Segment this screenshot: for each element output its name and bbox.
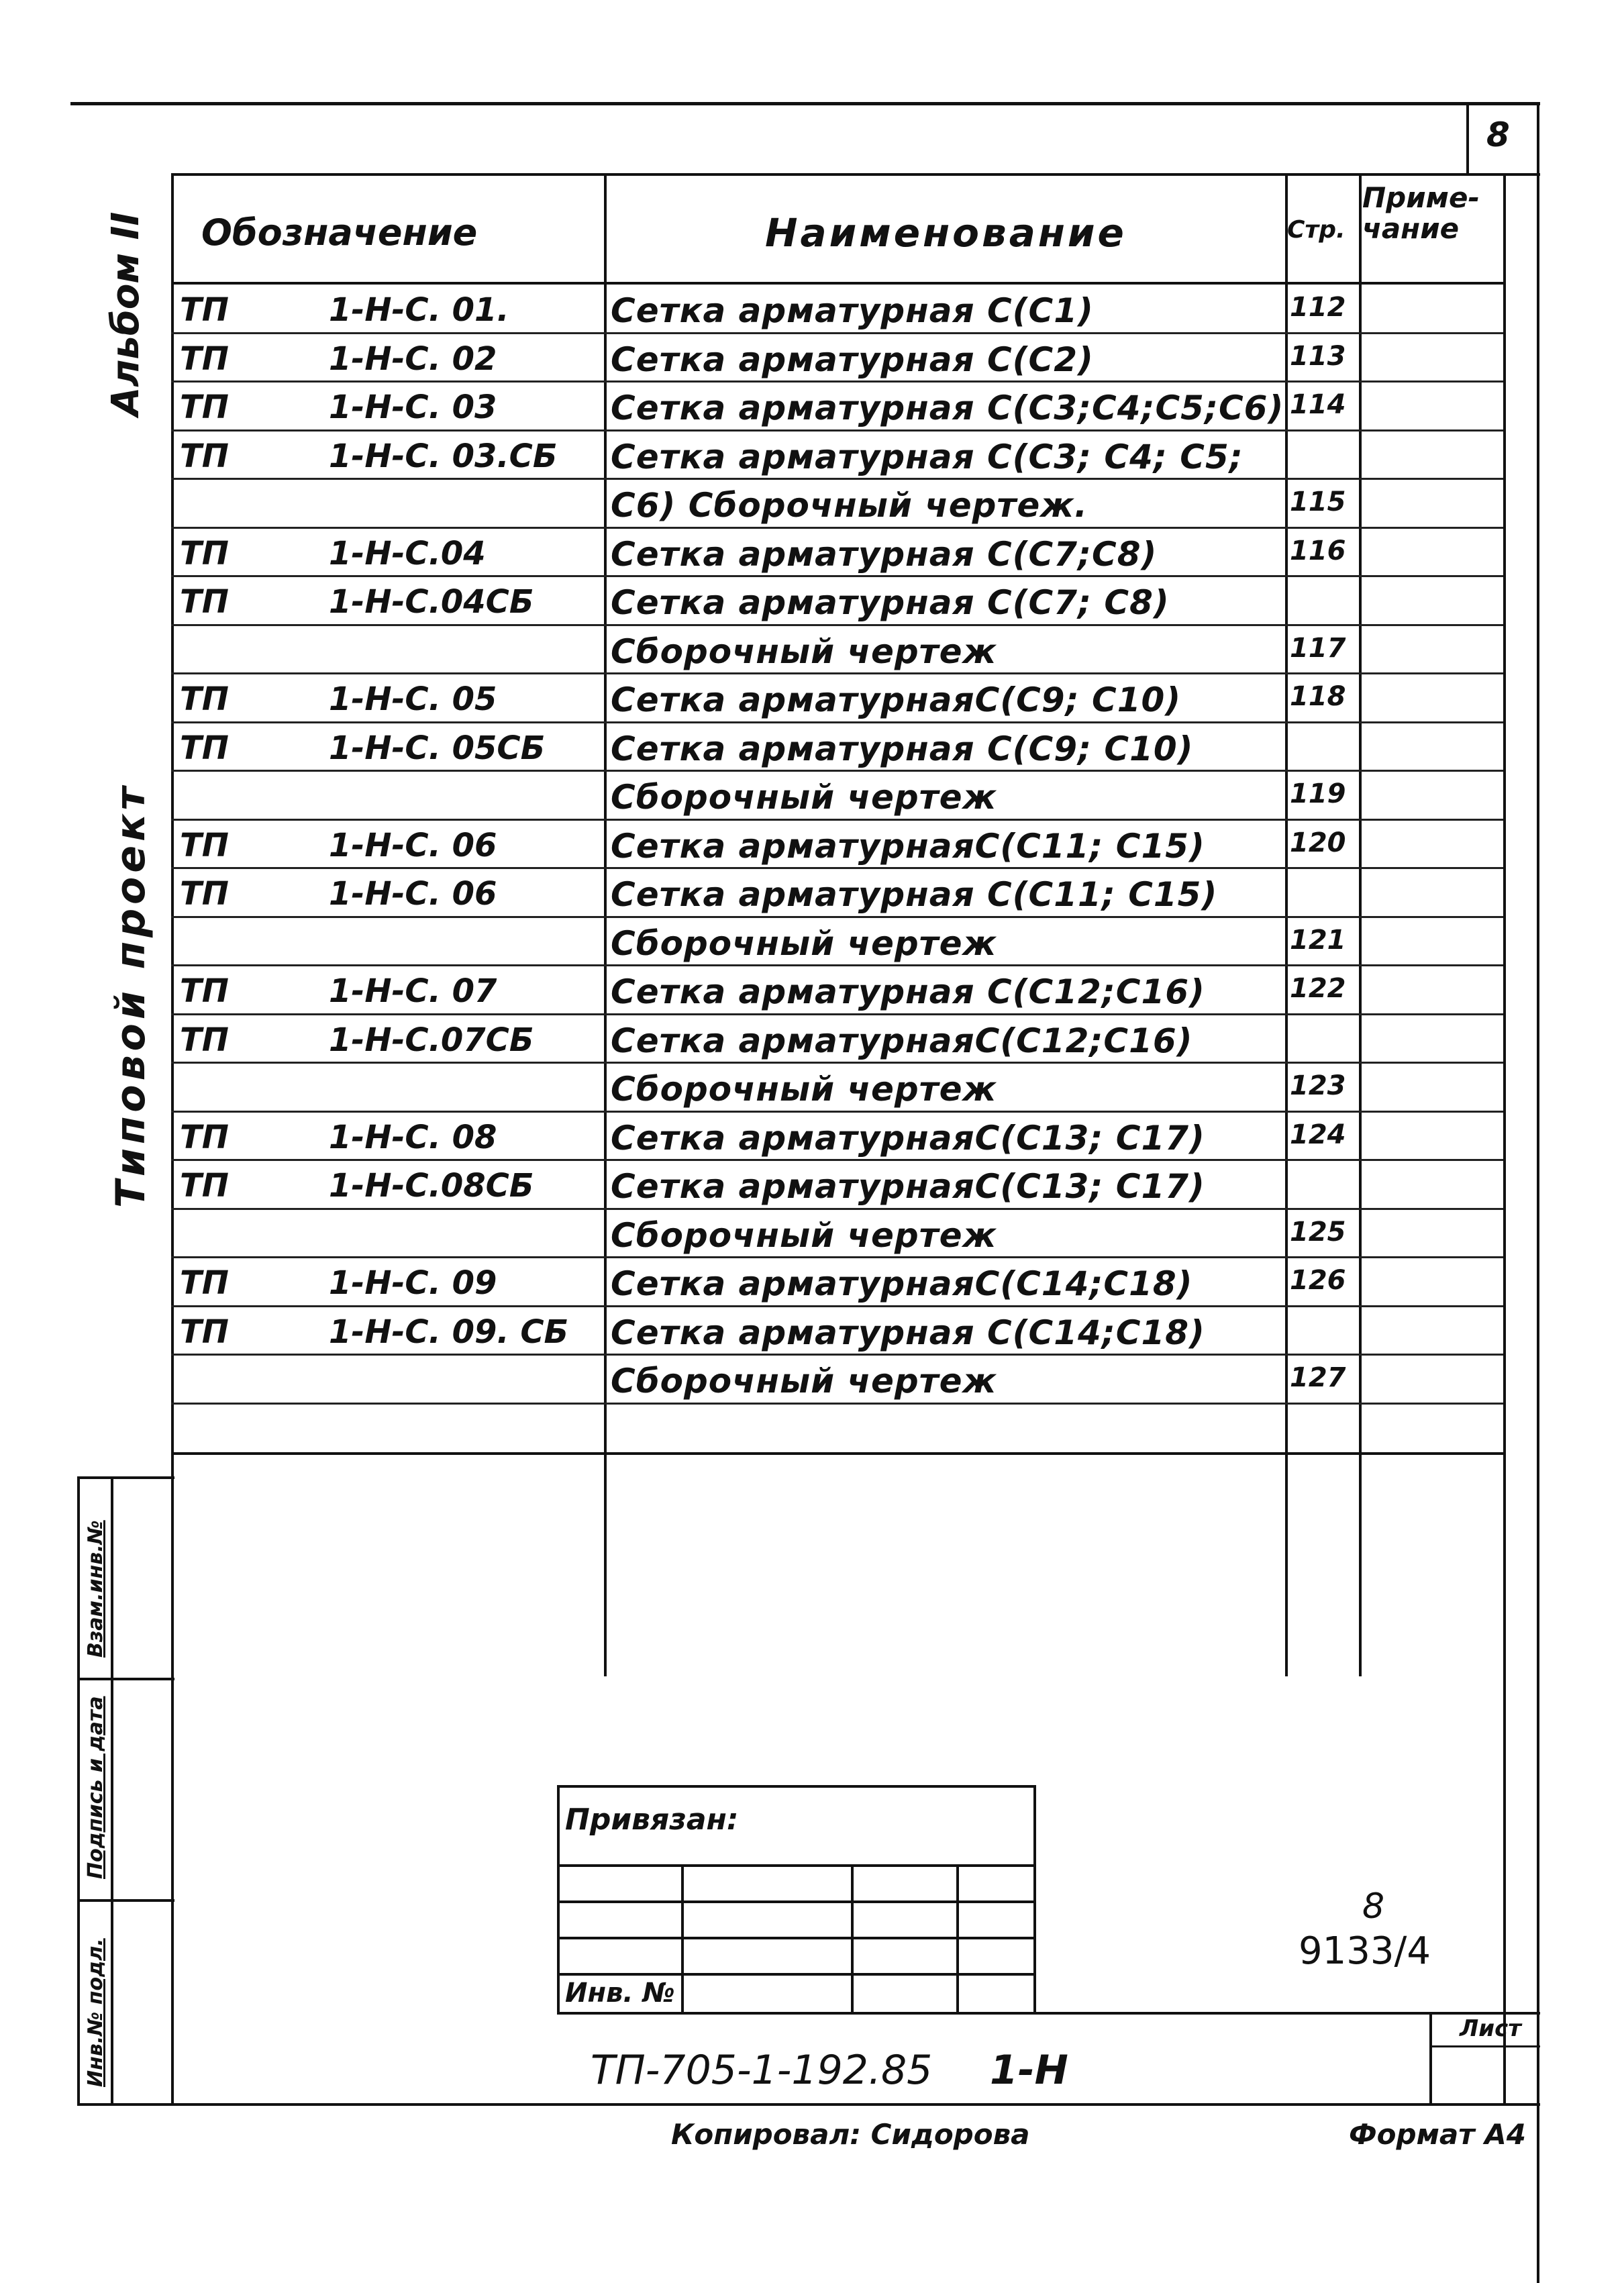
sidebox-sep2 xyxy=(77,1899,174,1902)
list-box-mid xyxy=(1429,2045,1540,2047)
row-name: Сетка арматурнаяС(С13; С17) xyxy=(611,1167,1205,1206)
priv-r3 xyxy=(557,1937,1036,1939)
row-code: 1-Н-С.04СБ xyxy=(329,583,534,621)
page-number-box-left xyxy=(1466,102,1469,176)
row-separator xyxy=(171,527,1503,529)
col-sep-name xyxy=(604,173,607,1676)
row-code: 1-Н-С. 06 xyxy=(329,875,497,913)
drawing-number: 9133/4 xyxy=(1299,1929,1431,1973)
row-separator xyxy=(171,1403,1503,1405)
priv-left xyxy=(557,1785,560,2013)
row-name: Сборочный чертеж xyxy=(611,1070,997,1109)
header-notes: Приме- чание xyxy=(1362,181,1480,246)
side-podpis: Подпись и дата xyxy=(84,1696,107,1879)
row-name: Сетка арматурная С(С14;С18) xyxy=(611,1313,1205,1352)
frame-top xyxy=(171,173,1540,176)
row-separator xyxy=(171,429,1503,432)
frame-left xyxy=(171,173,174,2106)
row-prefix: ТП xyxy=(180,437,229,475)
list-label: Лист xyxy=(1460,2015,1521,2042)
row-prefix: ТП xyxy=(180,1118,229,1156)
row-prefix: ТП xyxy=(180,1264,229,1302)
row-separator xyxy=(171,770,1503,772)
priv-r2 xyxy=(557,1900,1036,1903)
row-prefix: ТП xyxy=(180,875,229,913)
side-inv: Инв.№ подл. xyxy=(84,1938,107,2087)
row-name: Сетка арматурная С(С12;С16) xyxy=(611,972,1205,1011)
row-code: 1-Н-С. 02 xyxy=(329,340,497,378)
side-vzam: Взам.инв.№ xyxy=(84,1520,107,1658)
row-page: 118 xyxy=(1290,681,1346,712)
row-code: 1-Н-С. 01. xyxy=(329,291,509,329)
priv-right xyxy=(1033,1785,1036,2013)
copied-by: Копировал: Сидорова xyxy=(671,2118,1030,2151)
frame-bottom xyxy=(77,2103,1540,2106)
row-page: 117 xyxy=(1290,632,1346,664)
frame-right xyxy=(1503,173,1506,2106)
doc-part: 1-Н xyxy=(990,2047,1068,2094)
row-prefix: ТП xyxy=(180,291,229,329)
row-code: 1-Н-С. 09. СБ xyxy=(329,1313,569,1351)
row-separator xyxy=(171,867,1503,869)
row-separator xyxy=(171,575,1503,577)
row-code: 1-Н-С.08СБ xyxy=(329,1167,534,1205)
sheet-mark: 8 xyxy=(1362,1886,1385,1927)
top-rule xyxy=(70,102,1540,105)
row-name: Сборочный чертеж xyxy=(611,923,997,963)
row-separator xyxy=(171,1354,1503,1356)
row-code: 1-Н-С. 09 xyxy=(329,1264,497,1302)
row-prefix: ТП xyxy=(180,826,229,864)
row-separator xyxy=(171,624,1503,626)
header-page: Стр. xyxy=(1287,216,1346,244)
row-separator xyxy=(171,1062,1503,1064)
row-name: Сетка арматурная С(С2) xyxy=(611,340,1094,379)
row-name: Сетка арматурнаяС(С14;С18) xyxy=(611,1264,1193,1303)
row-page: 113 xyxy=(1290,340,1346,372)
row-name: Сетка арматурнаяС(С12;С16) xyxy=(611,1021,1193,1060)
row-name: Сетка арматурная С(С7;С8) xyxy=(611,534,1158,574)
row-prefix: ТП xyxy=(180,729,229,767)
col-sep-page xyxy=(1285,173,1288,1676)
priv-c2 xyxy=(851,1864,854,2013)
row-separator xyxy=(171,1111,1503,1113)
row-separator xyxy=(171,819,1503,821)
row-code: 1-Н-С. 08 xyxy=(329,1118,497,1156)
row-name: Сетка арматурная С(С1) xyxy=(611,291,1094,330)
row-prefix: ТП xyxy=(180,1021,229,1059)
sidebox-left xyxy=(77,1476,80,2104)
header-bottom xyxy=(171,282,1503,285)
row-code: 1-Н-С.04 xyxy=(329,534,486,572)
row-prefix: ТП xyxy=(180,340,229,378)
row-name: Сборочный чертеж xyxy=(611,631,997,671)
row-separator xyxy=(171,1305,1503,1307)
row-separator xyxy=(171,721,1503,723)
row-page: 122 xyxy=(1290,973,1346,1004)
album-label: Альбом II xyxy=(104,211,148,416)
sidebox-top xyxy=(77,1476,174,1479)
row-code: 1-Н-С. 06 xyxy=(329,826,497,864)
row-prefix: ТП xyxy=(180,534,229,572)
row-code: 1-Н-С. 05СБ xyxy=(329,729,546,767)
row-name: Сетка арматурная С(С11; С15) xyxy=(611,875,1218,914)
priv-c1 xyxy=(681,1864,684,2013)
sidebox-sep1 xyxy=(77,1678,174,1680)
col-sep-notes xyxy=(1359,173,1362,1676)
row-separator xyxy=(171,1256,1503,1258)
row-prefix: ТП xyxy=(180,1167,229,1205)
row-separator xyxy=(171,964,1503,966)
row-prefix: ТП xyxy=(180,680,229,718)
row-separator xyxy=(171,478,1503,480)
title-block-top xyxy=(557,2012,1540,2015)
row-page: 114 xyxy=(1290,389,1346,420)
row-separator xyxy=(171,380,1503,383)
row-code: 1-Н-С. 05 xyxy=(329,680,497,718)
row-name: Сборочный чертеж xyxy=(611,778,997,817)
priv-r4 xyxy=(557,1973,1036,1976)
row-page: 119 xyxy=(1290,778,1346,809)
row-code: 1-Н-С. 03.СБ xyxy=(329,437,558,475)
row-code: 1-Н-С. 07 xyxy=(329,972,497,1010)
page-number-box-right xyxy=(1537,102,1539,2283)
priv-top xyxy=(557,1785,1036,1788)
row-separator xyxy=(171,916,1503,918)
privyazan-label: Привязан: xyxy=(565,1803,739,1837)
row-name: Сетка арматурнаяС(С13; С17) xyxy=(611,1118,1205,1158)
row-prefix: ТП xyxy=(180,1313,229,1351)
row-separator xyxy=(171,1013,1503,1015)
row-name: Сетка арматурная С(С3;С4;С5;С6) xyxy=(611,389,1284,427)
row-page: 116 xyxy=(1290,535,1346,566)
row-page: 125 xyxy=(1290,1216,1346,1248)
row-prefix: ТП xyxy=(180,389,229,426)
row-page: 121 xyxy=(1290,924,1346,956)
row-separator xyxy=(171,1208,1503,1210)
page-number: 8 xyxy=(1486,115,1510,154)
row-name: Сборочный чертеж xyxy=(611,1362,997,1401)
sidebox-mid xyxy=(111,1476,113,2104)
list-box-left xyxy=(1429,2012,1432,2106)
row-page: 124 xyxy=(1290,1119,1346,1150)
row-page: 123 xyxy=(1290,1070,1346,1101)
table-bottom xyxy=(171,1452,1503,1455)
header-name: Наименование xyxy=(765,210,1127,256)
header-designation: Обозначение xyxy=(201,211,478,254)
row-code: 1-Н-С.07СБ xyxy=(329,1021,534,1059)
row-code: 1-Н-С. 03 xyxy=(329,389,497,426)
row-page: 126 xyxy=(1290,1265,1346,1296)
row-name: С6) Сборочный чертеж. xyxy=(611,486,1088,525)
project-label: Типовой проект xyxy=(107,782,154,1208)
row-prefix: ТП xyxy=(180,583,229,621)
row-name: Сетка арматурная С(С3; С4; С5; xyxy=(611,437,1244,476)
row-separator xyxy=(171,1159,1503,1161)
priv-r1 xyxy=(557,1864,1036,1867)
row-name: Сетка арматурнаяС(С9; С10) xyxy=(611,680,1182,719)
inv-no-label: Инв. № xyxy=(565,1978,675,2009)
row-separator xyxy=(171,672,1503,674)
doc-code: ТП-705-1-192.85 xyxy=(591,2047,933,2094)
row-name: Сетка арматурная С(С7; С8) xyxy=(611,583,1170,622)
row-name: Сборочный чертеж xyxy=(611,1215,997,1255)
row-name: Сетка арматурная С(С9; С10) xyxy=(611,729,1194,768)
priv-c3 xyxy=(956,1864,959,2013)
row-page: 120 xyxy=(1290,827,1346,858)
row-prefix: ТП xyxy=(180,972,229,1010)
row-page: 127 xyxy=(1290,1362,1346,1393)
format-label: Формат А4 xyxy=(1349,2118,1526,2151)
row-page: 115 xyxy=(1290,487,1346,517)
row-separator xyxy=(171,332,1503,334)
row-page: 112 xyxy=(1290,292,1346,323)
row-name: Сетка арматурнаяС(С11; С15) xyxy=(611,826,1205,866)
